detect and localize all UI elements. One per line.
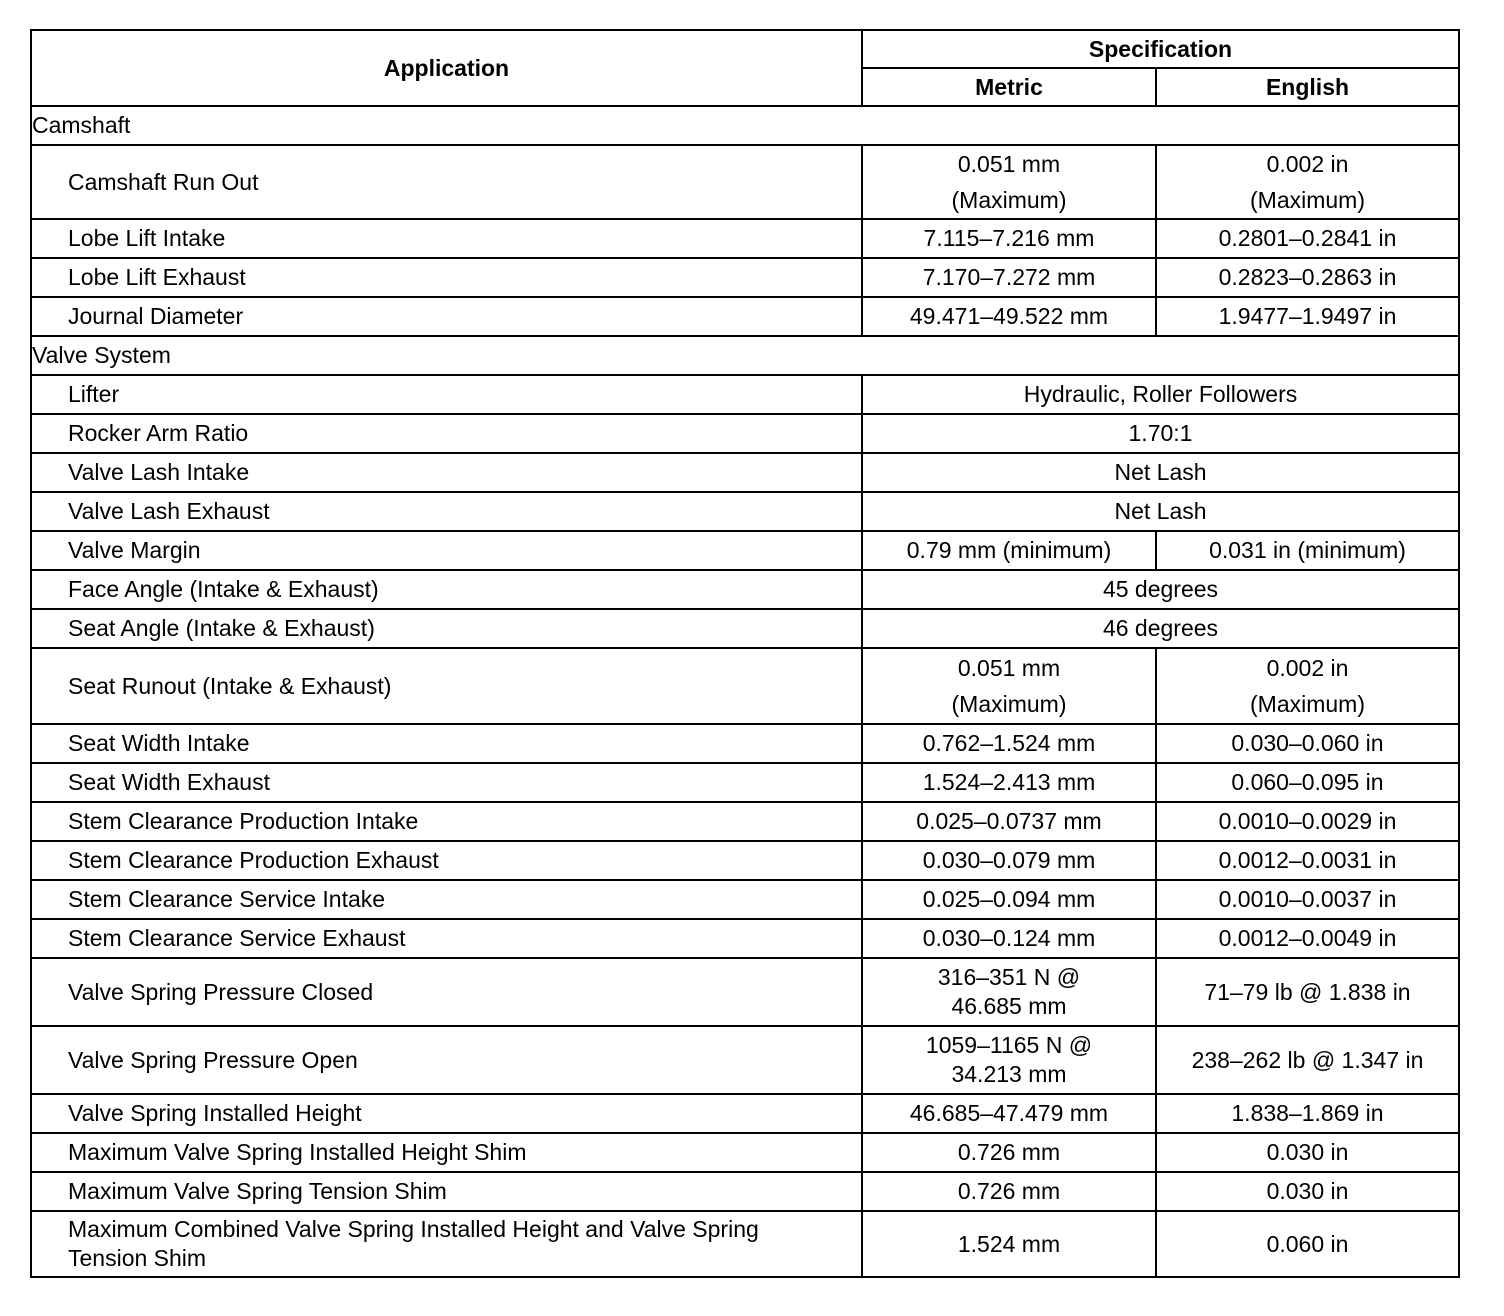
english-cell: 0.0010–0.0029 in [1156,802,1459,841]
metric-cell: 7.115–7.216 mm [862,219,1156,258]
table-row [31,1211,1459,1277]
specification-cell: 46 degrees [862,609,1459,648]
metric-cell-line: 0.051 mm [957,151,1061,177]
english-cell: 0.2823–0.2863 in [1156,258,1459,297]
header-english: English [1156,68,1459,106]
english-cell: 0.060–0.095 in [1156,763,1459,802]
table-row [31,531,1459,570]
english-cell-line: 0.002 in [1266,655,1349,681]
metric-cell: 7.170–7.272 mm [862,258,1156,297]
table-row [31,1094,1459,1133]
metric-cell: 0.025–0.094 mm [862,880,1156,919]
english-cell: 0.060 in [1156,1211,1459,1277]
table-row [31,492,1459,531]
application-cell: Camshaft Run Out [31,145,862,219]
english-cell: 0.0012–0.0049 in [1156,919,1459,958]
header-application: Application [31,30,862,106]
metric-cell-line: (Maximum) [951,691,1067,717]
english-cell: 71–79 lb @ 1.838 in [1156,958,1459,1026]
english-cell-line: (Maximum) [1250,691,1365,717]
metric-cell-line: 316–351 N @ [937,964,1081,990]
english-cell: 1.9477–1.9497 in [1156,297,1459,336]
table-row [31,841,1459,880]
metric-cell: 49.471–49.522 mm [862,297,1156,336]
table-row [31,258,1459,297]
table-row [31,880,1459,919]
application-cell: Seat Width Exhaust [31,763,862,802]
table-row [31,802,1459,841]
section-title: Camshaft [31,106,1459,145]
specification-cell: Hydraulic, Roller Followers [862,375,1459,414]
english-cell: 0.0012–0.0031 in [1156,841,1459,880]
english-cell: 0.2801–0.2841 in [1156,219,1459,258]
metric-cell-line: (Maximum) [951,187,1067,213]
table-row [31,724,1459,763]
table-row [31,145,1459,219]
metric-cell-line: 46.685 mm [951,993,1067,1019]
metric-cell: 0.762–1.524 mm [862,724,1156,763]
table-body [31,106,1459,1277]
application-cell: Lobe Lift Intake [31,219,862,258]
application-cell: Face Angle (Intake & Exhaust) [31,570,862,609]
table-row [31,219,1459,258]
metric-cell: 0.726 mm [862,1133,1156,1172]
metric-cell [862,648,1156,724]
application-cell: Valve Lash Intake [31,453,862,492]
table-row [31,1172,1459,1211]
metric-cell [862,1026,1156,1094]
header-metric: Metric [862,68,1156,106]
english-cell-line: 0.002 in [1266,151,1349,177]
section-row [31,106,1459,145]
english-cell: 0.030–0.060 in [1156,724,1459,763]
table-row [31,570,1459,609]
table-row [31,414,1459,453]
application-cell: Stem Clearance Service Exhaust [31,919,862,958]
application-cell: Valve Margin [31,531,862,570]
english-cell: 0.030 in [1156,1172,1459,1211]
header-specification: Specification [862,30,1459,68]
application-cell: Lobe Lift Exhaust [31,258,862,297]
metric-cell-line: 34.213 mm [951,1061,1067,1087]
table-row [31,297,1459,336]
application-cell: Seat Runout (Intake & Exhaust) [31,648,862,724]
table-row [31,375,1459,414]
application-cell: Rocker Arm Ratio [31,414,862,453]
english-cell [1156,145,1459,219]
english-cell: 238–262 lb @ 1.347 in [1156,1026,1459,1094]
application-cell: Valve Spring Installed Height [31,1094,862,1133]
metric-cell [862,958,1156,1026]
application-cell: Stem Clearance Production Intake [31,802,862,841]
english-cell [1156,648,1459,724]
specification-cell: Net Lash [862,492,1459,531]
application-cell: Journal Diameter [31,297,862,336]
english-cell: 0.0010–0.0037 in [1156,880,1459,919]
metric-cell: 0.025–0.0737 mm [862,802,1156,841]
application-cell: Seat Angle (Intake & Exhaust) [31,609,862,648]
table-row [31,609,1459,648]
table-row [31,958,1459,1026]
table-row [31,1133,1459,1172]
english-cell-line: (Maximum) [1250,187,1365,213]
metric-cell: 46.685–47.479 mm [862,1094,1156,1133]
metric-cell: 0.030–0.079 mm [862,841,1156,880]
metric-cell: 1.524 mm [862,1211,1156,1277]
english-cell: 0.030 in [1156,1133,1459,1172]
application-cell: Valve Lash Exhaust [31,492,862,531]
application-cell: Valve Spring Pressure Open [31,1026,862,1094]
table-row [31,919,1459,958]
application-cell: Valve Spring Pressure Closed [31,958,862,1026]
table-row [31,1026,1459,1094]
metric-cell [862,145,1156,219]
english-cell: 1.838–1.869 in [1156,1094,1459,1133]
table-row [31,648,1459,724]
application-cell: Lifter [31,375,862,414]
metric-cell-line: 1059–1165 N @ [925,1032,1093,1058]
application-cell: Stem Clearance Production Exhaust [31,841,862,880]
metric-cell: 0.79 mm (minimum) [862,531,1156,570]
english-cell: 0.031 in (minimum) [1156,531,1459,570]
metric-cell: 0.726 mm [862,1172,1156,1211]
section-row [31,336,1459,375]
application-cell: Maximum Valve Spring Installed Height Shim [31,1133,862,1172]
section-title: Valve System [31,336,1459,375]
application-cell: Stem Clearance Service Intake [31,880,862,919]
metric-cell-line: 0.051 mm [957,655,1061,681]
application-cell: Maximum Valve Spring Tension Shim [31,1172,862,1211]
specification-cell: Net Lash [862,453,1459,492]
spec-table [30,29,1460,1278]
metric-cell: 1.524–2.413 mm [862,763,1156,802]
specification-cell: 1.70:1 [862,414,1459,453]
metric-cell: 0.030–0.124 mm [862,919,1156,958]
application-cell: Maximum Combined Valve Spring Installed Height and Valve Spring Tension Shim [31,1211,862,1277]
table-row [31,453,1459,492]
specification-cell: 45 degrees [862,570,1459,609]
table-row [31,763,1459,802]
application-cell: Seat Width Intake [31,724,862,763]
